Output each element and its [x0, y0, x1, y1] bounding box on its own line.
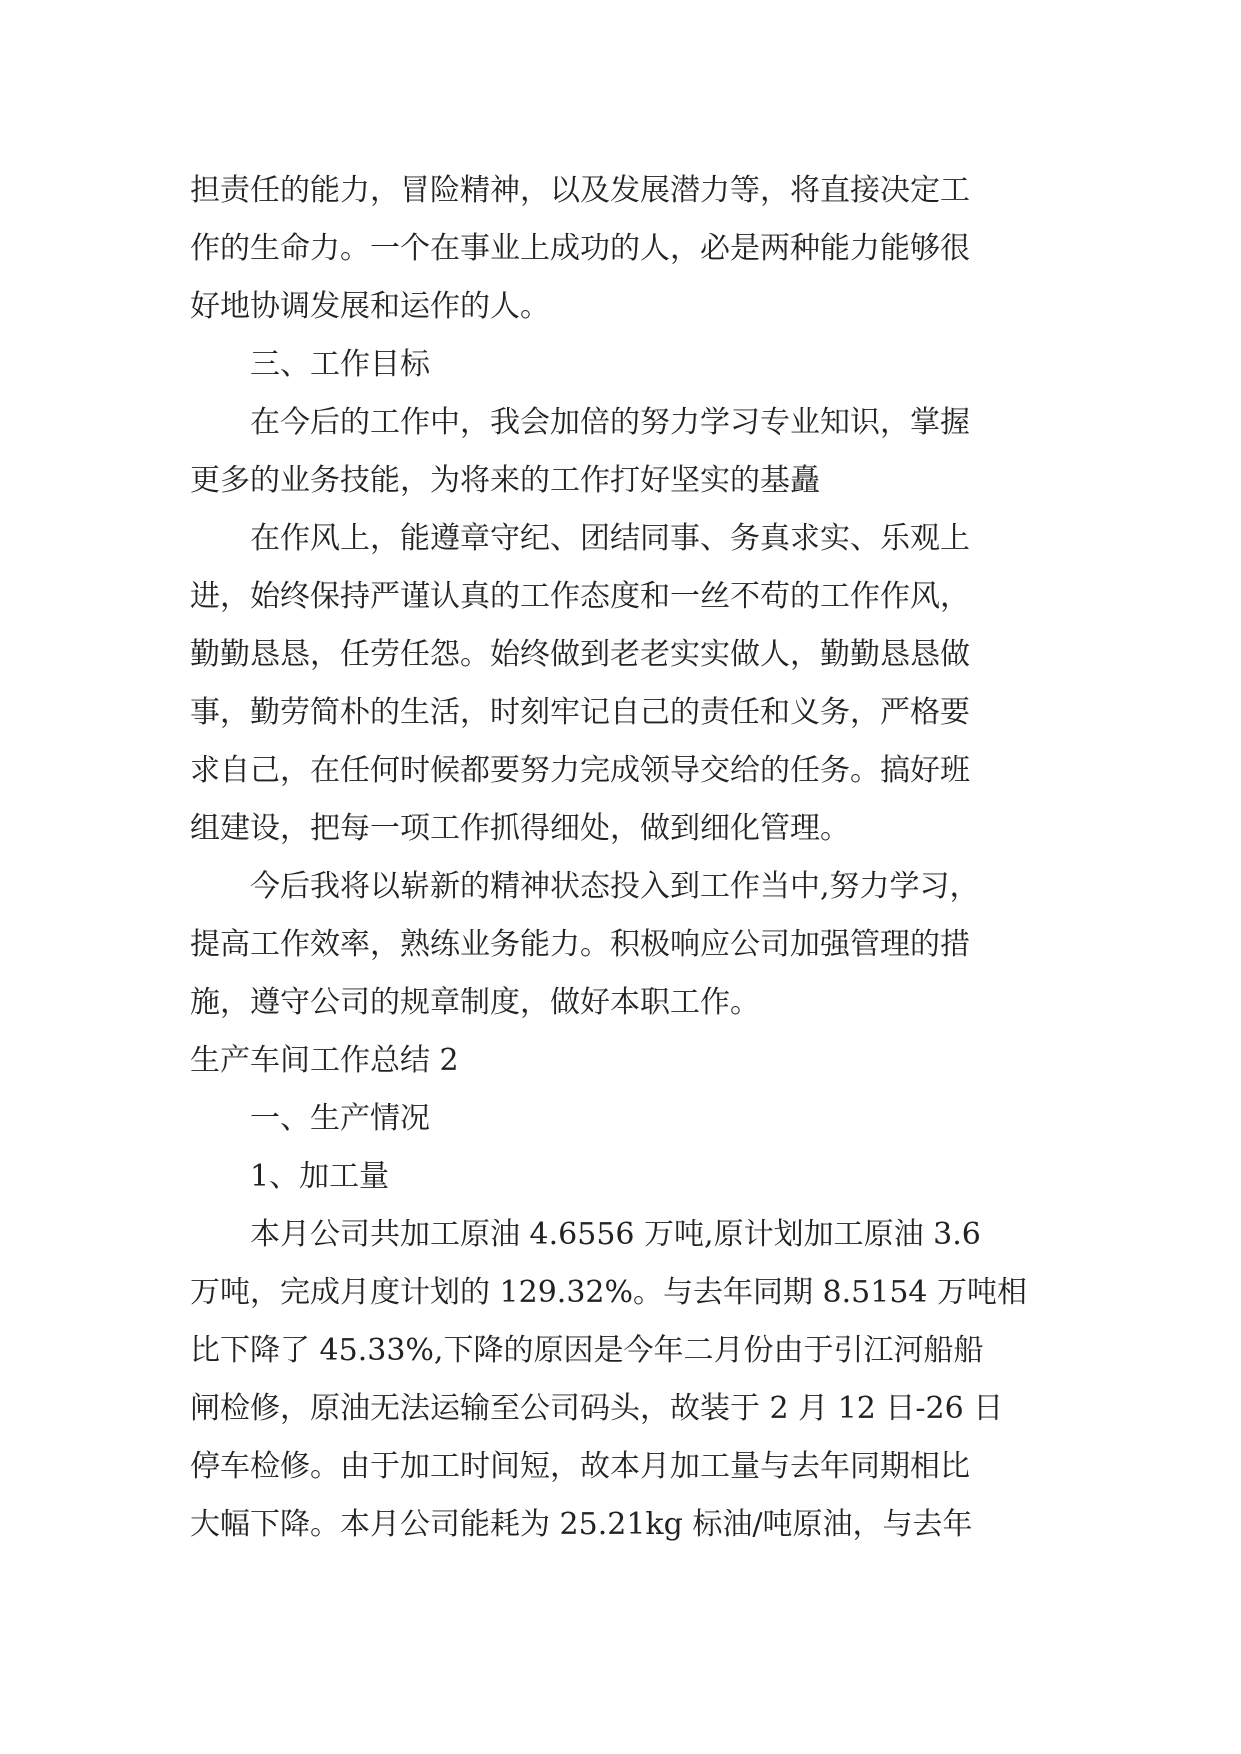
body-line: 事，勤劳简朴的生活，时刻牢记自己的责任和义务，严格要 — [190, 695, 970, 730]
subsection-heading: 1、加工量 — [250, 1159, 390, 1194]
section-heading: 一、生产情况 — [250, 1101, 430, 1136]
body-line: 闸检修，原油无法运输至公司码头，故装于 2 月 12 日-26 日 — [190, 1391, 1004, 1426]
body-line: 组建设，把每一项工作抓得细处，做到细化管理。 — [190, 811, 850, 846]
body-line: 进，始终保持严谨认真的工作态度和一丝不苟的工作作风， — [190, 579, 970, 614]
body-line: 停车检修。由于加工时间短，故本月加工量与去年同期相比 — [190, 1449, 970, 1484]
body-line: 万吨，完成月度计划的 129.32%。与去年同期 8.5154 万吨相 — [190, 1275, 1028, 1310]
document-title: 生产车间工作总结 2 — [190, 1043, 459, 1078]
body-line: 提高工作效率，熟练业务能力。积极响应公司加强管理的措 — [190, 927, 970, 962]
body-line: 更多的业务技能，为将来的工作打好坚实的基矗 — [190, 463, 820, 498]
body-line: 在作风上，能遵章守纪、团结同事、务真求实、乐观上 — [250, 521, 970, 556]
body-line: 担责任的能力，冒险精神，以及发展潜力等，将直接决定工 — [190, 173, 970, 208]
section-heading: 三、工作目标 — [250, 347, 430, 382]
body-line: 大幅下降。本月公司能耗为 25.21kg 标油/吨原油，与去年 — [190, 1507, 973, 1542]
body-line: 勤勤恳恳，任劳任怨。始终做到老老实实做人，勤勤恳恳做 — [190, 637, 970, 672]
body-line: 施，遵守公司的规章制度，做好本职工作。 — [190, 985, 760, 1020]
body-line: 在今后的工作中，我会加倍的努力学习专业知识，掌握 — [250, 405, 970, 440]
body-line: 比下降了 45.33%,下降的原因是今年二月份由于引江河船船 — [190, 1333, 984, 1368]
document-body — [190, 162, 1050, 1554]
body-line: 好地协调发展和运作的人。 — [190, 289, 550, 324]
body-line: 本月公司共加工原油 4.6556 万吨,原计划加工原油 3.6 — [250, 1217, 981, 1252]
body-line: 求自己，在任何时候都要努力完成领导交给的任务。搞好班 — [190, 753, 970, 788]
body-line: 作的生命力。一个在事业上成功的人，必是两种能力能够很 — [190, 231, 970, 266]
body-line: 今后我将以崭新的精神状态投入到工作当中,努力学习， — [250, 869, 980, 904]
